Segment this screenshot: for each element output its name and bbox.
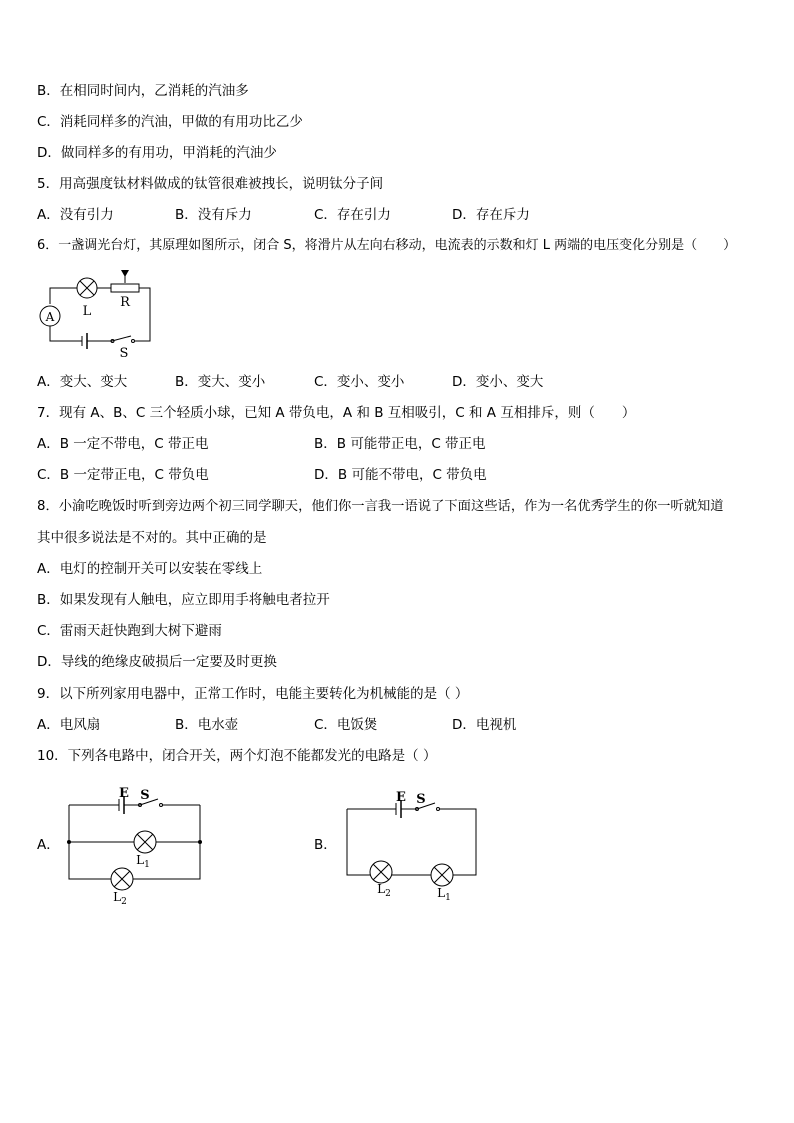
q8-option-d: D．导线的绝缘皮破损后一定要及时更换 (37, 654, 277, 670)
q5-option-b: B．没有斥力 (175, 207, 252, 223)
q8-option-a: A．电灯的控制开关可以安装在零线上 (37, 561, 263, 577)
q4-option-b: B．在相同时间内，乙消耗的汽油多 (37, 83, 249, 99)
q4-option-d: D．做同样多的有用功，甲消耗的汽油少 (37, 145, 277, 161)
q8-option-b: B．如果发现有人触电，应立即用手将触电者拉开 (37, 592, 330, 608)
lamp-l2-label: $L_2$ (377, 882, 391, 899)
lamp-l2-label: $L_2$ (113, 890, 127, 907)
q6-stem: 6．一盏调光台灯，其原理如图所示，闭合 S，将滑片从左向右移动，电流表的示数和灯 L 两端的电压变化分别是（ ） (37, 238, 737, 253)
q7-option-a: A．B 一定不带电，C 带正电 (37, 436, 209, 452)
q7-option-b: B．B 可能带正电，C 带正电 (314, 436, 486, 452)
q5-stem: 5．用高强度钛材料做成的钛管很难被拽长，说明钛分子间 (37, 176, 384, 192)
switch-label: S (416, 792, 426, 807)
rheostat-label: R (120, 295, 130, 310)
q10-fig-a-label: A． (37, 837, 60, 853)
q6-option-d: D．变小、变大 (452, 374, 544, 390)
q9-option-c: C．电饭煲 (314, 717, 378, 733)
q9-stem: 9．以下所列家用电器中，正常工作时，电能主要转化为机械能的是（ ） (37, 686, 469, 702)
q8-stem-line2: 其中很多说法是不对的。其中正确的是 (37, 530, 267, 546)
q6-option-a: A．变大、变大 (37, 374, 128, 390)
q7-option-c: C．B 一定带正电，C 带负电 (37, 467, 209, 483)
ammeter-label: A (45, 310, 55, 324)
q6-option-c: C．变小、变小 (314, 374, 405, 390)
q7-stem: 7．现有 A、B、C 三个轻质小球，已知 A 带负电，A 和 B 互相吸引，C 和 A 互相排斥，则（ ） (37, 405, 636, 421)
q10-stem: 10．下列各电路中，闭合开关，两个灯泡不能都发光的电路是（ ） (37, 748, 437, 764)
q8-option-c: C．雷雨天赶快跑到大树下避雨 (37, 623, 222, 639)
q10-fig-b-label: B． (314, 837, 337, 853)
battery-label: E (119, 786, 129, 801)
lamp-l1-label: $L_1$ (136, 853, 150, 870)
lamp-l1-label: $L_1$ (437, 886, 451, 903)
battery-label: E (396, 790, 406, 805)
switch-label: S (119, 346, 129, 361)
q5-option-d: D．存在斥力 (452, 207, 530, 223)
q9-option-b: B．电水壶 (175, 717, 239, 733)
q6-option-b: B．变大、变小 (175, 374, 266, 390)
q7-option-d: D．B 可能不带电，C 带负电 (314, 467, 487, 483)
q5-option-a: A．没有引力 (37, 207, 114, 223)
q9-option-d: D．电视机 (452, 717, 517, 733)
lamp-label: L (82, 304, 92, 319)
q9-option-a: A．电风扇 (37, 717, 101, 733)
q5-option-c: C．存在引力 (314, 207, 391, 223)
q4-option-c: C．消耗同样多的汽油，甲做的有用功比乙少 (37, 114, 303, 130)
switch-label: S (140, 788, 150, 803)
q8-stem-line1: 8．小渝吃晚饭时听到旁边两个初三同学聊天，他们你一言我一语说了下面这些话，作为一名优秀学生的你一听就知道 (37, 499, 724, 514)
